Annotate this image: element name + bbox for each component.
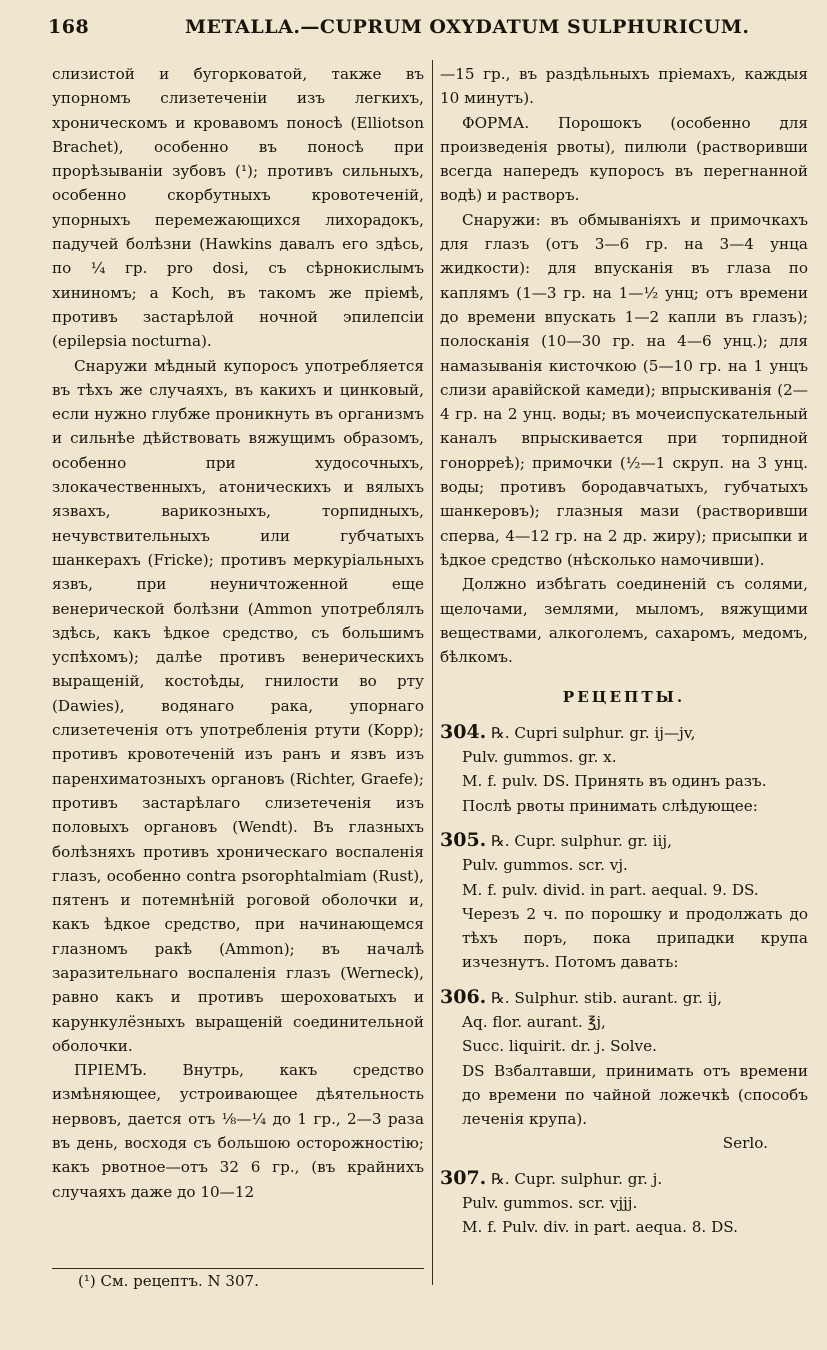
recipes-heading: РЕЦЕПТЫ. [562,688,686,707]
recipe-line: M. f. Pulv. div. in part. aequa. 8. DS. [462,1218,738,1237]
recipe-number: 304. [440,720,487,743]
recipe-number: 305. [440,828,487,851]
footnote-divider [52,1268,424,1269]
right-paragraph-1: —15 гр., въ раздѣльныхъ пріемахъ, каждыя 10 минутъ). [440,65,808,108]
recipe-line: M. f. pulv. DS. Принять въ одинъ разъ. [462,772,767,791]
running-title: METALLA.—CUPRUM OXYDATUM SULPHURICUM. [185,16,750,38]
right-paragraph-2: ФОРМА. Порошокъ (особенно для произведенія рвоты), пилюли (растворивши всегда напередъ купоросъ въ перегнанной водѣ) и растворъ. [440,113,808,205]
recipe-number: 307. [440,1166,487,1189]
recipe-line: M. f. pulv. divid. in part. aequal. 9. DS. [462,880,759,899]
column-divider [432,60,433,1285]
recipe-line: ℞. Cupr. sulphur. gr. j. [491,1169,663,1188]
recipe-304 [440,720,808,818]
footnote: (¹) См. рецептъ. N 307. [78,1272,259,1290]
recipe-line: ℞. Cupr. sulphur. gr. iij, [491,831,672,850]
recipe-line: Pulv. gummos. gr. x. [462,748,617,767]
recipe-line: Aq. flor. aurant. ℥j, [462,1012,606,1031]
page-number: 168 [48,16,90,38]
page-header [0,0,827,52]
recipe-307 [440,1166,808,1240]
recipe-author: Serlo. [722,1134,768,1153]
recipe-line: Succ. liquirit. dr. j. Solve. [462,1037,657,1056]
right-paragraph-3: Снаружи: въ обмываніяхъ и примочкахъ для глазъ (отъ 3—6 гр. на 3—4 унца жидкости): для впусканія въ глаза по каплямъ (1—3 гр. на 1—½ унц; отъ времени до времени впускать 1—2 капли въ глазъ); полосканія (10—30 гр. на 4—6 унц.); для намазыванія кисточкою (5—10 гр. на 1 унцъ слизи аравійской камеди); впрыскиванія (2—4 гр. на 2 унц. воды; въ мочеиспускательный каналъ впрыскивается при торпидной гонорреѣ); примочки (½—1 скруп. на 3 унц. воды; противъ бородавчатыхъ, губчатыхъ шанкеровъ); глазныя мази (растворивши сперва, 4—12 гр. на 2 др. жиру); присыпки и ѣдкое средство (нѣсколько намочивши). [440,210,808,569]
recipe-line: Pulv. gummos. scr. vjjj. [462,1194,638,1213]
right-column [440,62,808,1240]
recipe-line: ℞. Cupri sulphur. gr. ij—jv, [491,723,696,742]
recipe-305 [440,828,808,975]
left-paragraph-2: Снаружи мѣдный купоросъ употребляется въ тѣхъ же случаяхъ, въ какихъ и цинковый, если нужно глубже проникнуть въ организмъ и сильнѣе дѣйствовать вяжущимъ образомъ, особенно при худосочныхъ, злокачественныхъ, атоническихъ и вялыхъ язвахъ, варикозныхъ, торпидныхъ, нечувствительныхъ или губчатыхъ шанкерахъ (Fricke); противъ меркуріальныхъ язвъ, при неуничтоженной еще венерической болѣзни (Ammon употреблялъ здѣсь, какъ ѣдкое средство, съ большимъ успѣхомъ); далѣе противъ венерическихъ выращеній, костоѣды, гнилости во рту (Dawies), водянаго рака, упорнаго слизетеченія отъ употребленія ртути (Kopp); противъ кровотеченій изъ ранъ и язвъ изъ паренхиматозныхъ органовъ (Richter, Graefe); противъ застарѣлаго слизетеченія изъ половыхъ органовъ (Wendt). Въ глазныхъ болѣзняхъ противъ хроническаго воспаленія глазъ, особенно contra psorophtalmiam (Rust), пятенъ и потемнѣній роговой оболочки и, какъ ѣдкое средство, при начинающемся глазномъ ракѣ (Ammon); въ началѣ заразительнаго воспаленія глазъ (Werneck), равно какъ и противъ шероховатыхъ и карункулёзныхъ выращеній соединительной оболочки. [52,356,424,1055]
left-paragraph-3: ПРІЕМЪ. Внутрь, какъ средство измѣняющее, устроивающее дѣятельность нервовъ, дается отъ ⅛—¼ до 1 гр., 2—3 раза въ день, восходя съ большою осторожностію; какъ рвотное—отъ 32 6 гр., (въ крайнихъ случаяхъ даже до 10—12 [52,1061,424,1201]
recipe-line: Послѣ рвоты принимать слѣдующее: [462,796,758,815]
recipe-line: DS Взбалтавши, принимать отъ времени до времени по чайной ложечкѣ (способъ леченія крупа). [462,1061,808,1129]
recipe-306 [440,985,808,1156]
left-column [52,62,424,1204]
recipe-line: Черезъ 2 ч. по порошку и продолжать до тѣхъ поръ, пока припадки крупа изчезнутъ. Потомъ давать: [462,904,808,972]
recipe-line: ℞. Sulphur. stib. aurant. gr. ij, [491,988,723,1007]
recipe-number: 306. [440,985,487,1008]
right-paragraph-4: Должно избѣгать соединеній съ солями, щелочами, землями, мыломъ, вяжущими веществами, алкоголемъ, сахаромъ, медомъ, бѣлкомъ. [440,575,808,667]
recipe-line: Pulv. gummos. scr. vj. [462,856,628,875]
left-paragraph-1: слизистой и бугорковатой, также въ упорномъ слизетеченіи изъ легкихъ, хроническомъ и кровавомъ поносѣ (Elliotson Brachet), особенно въ поносѣ при прорѣзываніи зубовъ (¹); противъ сильныхъ, особенно скорбутныхъ кровотеченій, упорныхъ перемежающихся лихорадокъ, падучей болѣзни (Hawkins давалъ его здѣсь, по ¼ гр. pro dosi, съ сѣрнокислымъ хининомъ; a Koch, въ такомъ же пріемѣ, противъ застарѣлой ночной эпилепсіи (epilepsia nocturna). [52,65,424,351]
